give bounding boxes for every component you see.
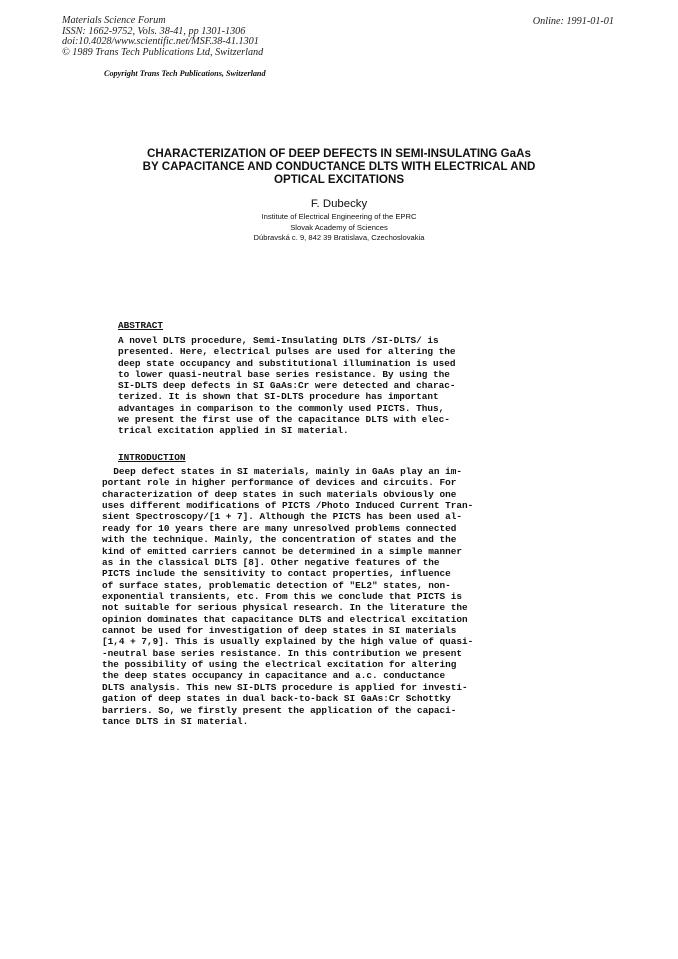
intro-line: sient Spectroscopy/[1 + 7]. Although the PICTS has been used al-: [102, 511, 463, 523]
intro-line: uses different modifications of PICTS /Photo Induced Current Tran-: [102, 500, 474, 512]
abstract-line: presented. Here, electrical pulses are used for altering the: [118, 346, 456, 358]
intro-line: portant role in higher performance of devices and circuits. For: [102, 477, 457, 489]
intro-line: exponential transients, etc. From this we conclude that PICTS is: [102, 590, 463, 602]
intro-line: ready for 10 years there are many unresolved problems connected: [102, 522, 457, 534]
abstract-line: we present the first use of the capacitance DLTS with elec-: [118, 414, 450, 426]
intro-line: opinion dominates that capacitance DLTS and electrical excitation: [102, 613, 468, 625]
intro-line: the possibility of using the electrical excitation for altering: [102, 659, 457, 671]
intro-line: gation of deep states in dual back-to-back SI GaAs:Cr Schottky: [102, 693, 451, 705]
abstract-line: A novel DLTS procedure, Semi-Insulating DLTS /SI-DLTS/ is: [118, 335, 439, 346]
author-name: F. Dubecky: [310, 198, 368, 210]
intro-line: PICTS include the sensitivity to contact properties, influence: [102, 568, 451, 580]
intro-line: the deep states occupancy in capacitance and a.c. conductance: [102, 670, 446, 682]
intro-line: Deep defect states in SI materials, mainly in GaAs play an im-: [102, 466, 463, 477]
affiliation-line: Dúbravská c. 9, 842 39 Bratislava, Czechoslovakia: [253, 233, 425, 243]
title-line: BY CAPACITANCE AND CONDUCTANCE DLTS WITH ELECTRICAL AND: [142, 160, 536, 173]
affiliation-line: Slovak Academy of Sciences: [290, 222, 388, 232]
abstract-line: advantages in comparison to the commonly used PICTS. Thus,: [118, 402, 445, 414]
intro-line: cannot be used for investigation of deep states in SI materials: [102, 625, 457, 637]
intro-line: DLTS analysis. This new SI-DLTS procedure is applied for investi-: [102, 681, 468, 693]
intro-line: barriers. So, we firstly present the application of the capaci-: [102, 704, 457, 716]
intro-line: of surface states, problematic detection of "EL2" states, non-: [102, 579, 451, 591]
intro-line: as in the classical DLTS [8]. Other negative features of the: [102, 556, 440, 568]
issn-line: ISSN: 1662-9752, Vols. 38-41, pp 1301-1306: [62, 25, 246, 37]
online-date: Online: 1991-01-01: [532, 16, 614, 27]
intro-line: kind of emitted carriers cannot be determined in a simple manner: [102, 545, 463, 557]
journal-name: Materials Science Forum: [62, 15, 166, 26]
intro-line: tance DLTS in SI material.: [102, 715, 249, 727]
intro-line: -neutral base series resistance. In this contribution we present: [102, 647, 463, 659]
abstract-line: SI-DLTS deep defects in SI GaAs:Cr were detected and charac-: [118, 380, 456, 392]
abstract-line: trical excitation applied in SI material.: [118, 425, 349, 437]
intro-line: not suitable for serious physical research. In the literature the: [102, 602, 468, 614]
introduction-body: [102, 466, 473, 727]
intro-line: [1,4 + 7,9]. This is usually explained by the high value of quasi-: [102, 636, 474, 648]
abstract-heading: ABSTRACT: [118, 320, 164, 331]
abstract-line: to lower quasi-neutral base series resistance. By using the: [118, 368, 450, 380]
paper-title: [60, 147, 618, 186]
intro-line: characterization of deep states in such materials obviously one: [102, 488, 457, 500]
abstract-line: terized. It is shown that SI-DLTS procedure has important: [118, 391, 439, 403]
author-affiliation: [60, 212, 618, 244]
abstract-body: [118, 335, 456, 437]
intro-line: with the technique. Mainly, the concentration of states and the: [102, 534, 457, 546]
title-line: OPTICAL EXCITATIONS: [273, 173, 405, 186]
affiliation-line: Institute of Electrical Engineering of the EPRC: [261, 212, 417, 221]
introduction-heading: INTRODUCTION: [118, 452, 186, 463]
copyright-notice: Copyright Trans Tech Publications, Switzerland: [104, 69, 266, 78]
doi-line: doi:10.4028/www.scientific.net/MSF.38-41.1301: [62, 36, 259, 48]
title-line: CHARACTERIZATION OF DEEP DEFECTS IN SEMI-INSULATING GaAs: [147, 147, 531, 160]
abstract-line: deep state occupancy and substitutional illumination is used: [118, 357, 456, 369]
journal-meta: [62, 16, 263, 58]
publisher-line: © 1989 Trans Tech Publications Ltd, Switzerland: [62, 46, 264, 58]
